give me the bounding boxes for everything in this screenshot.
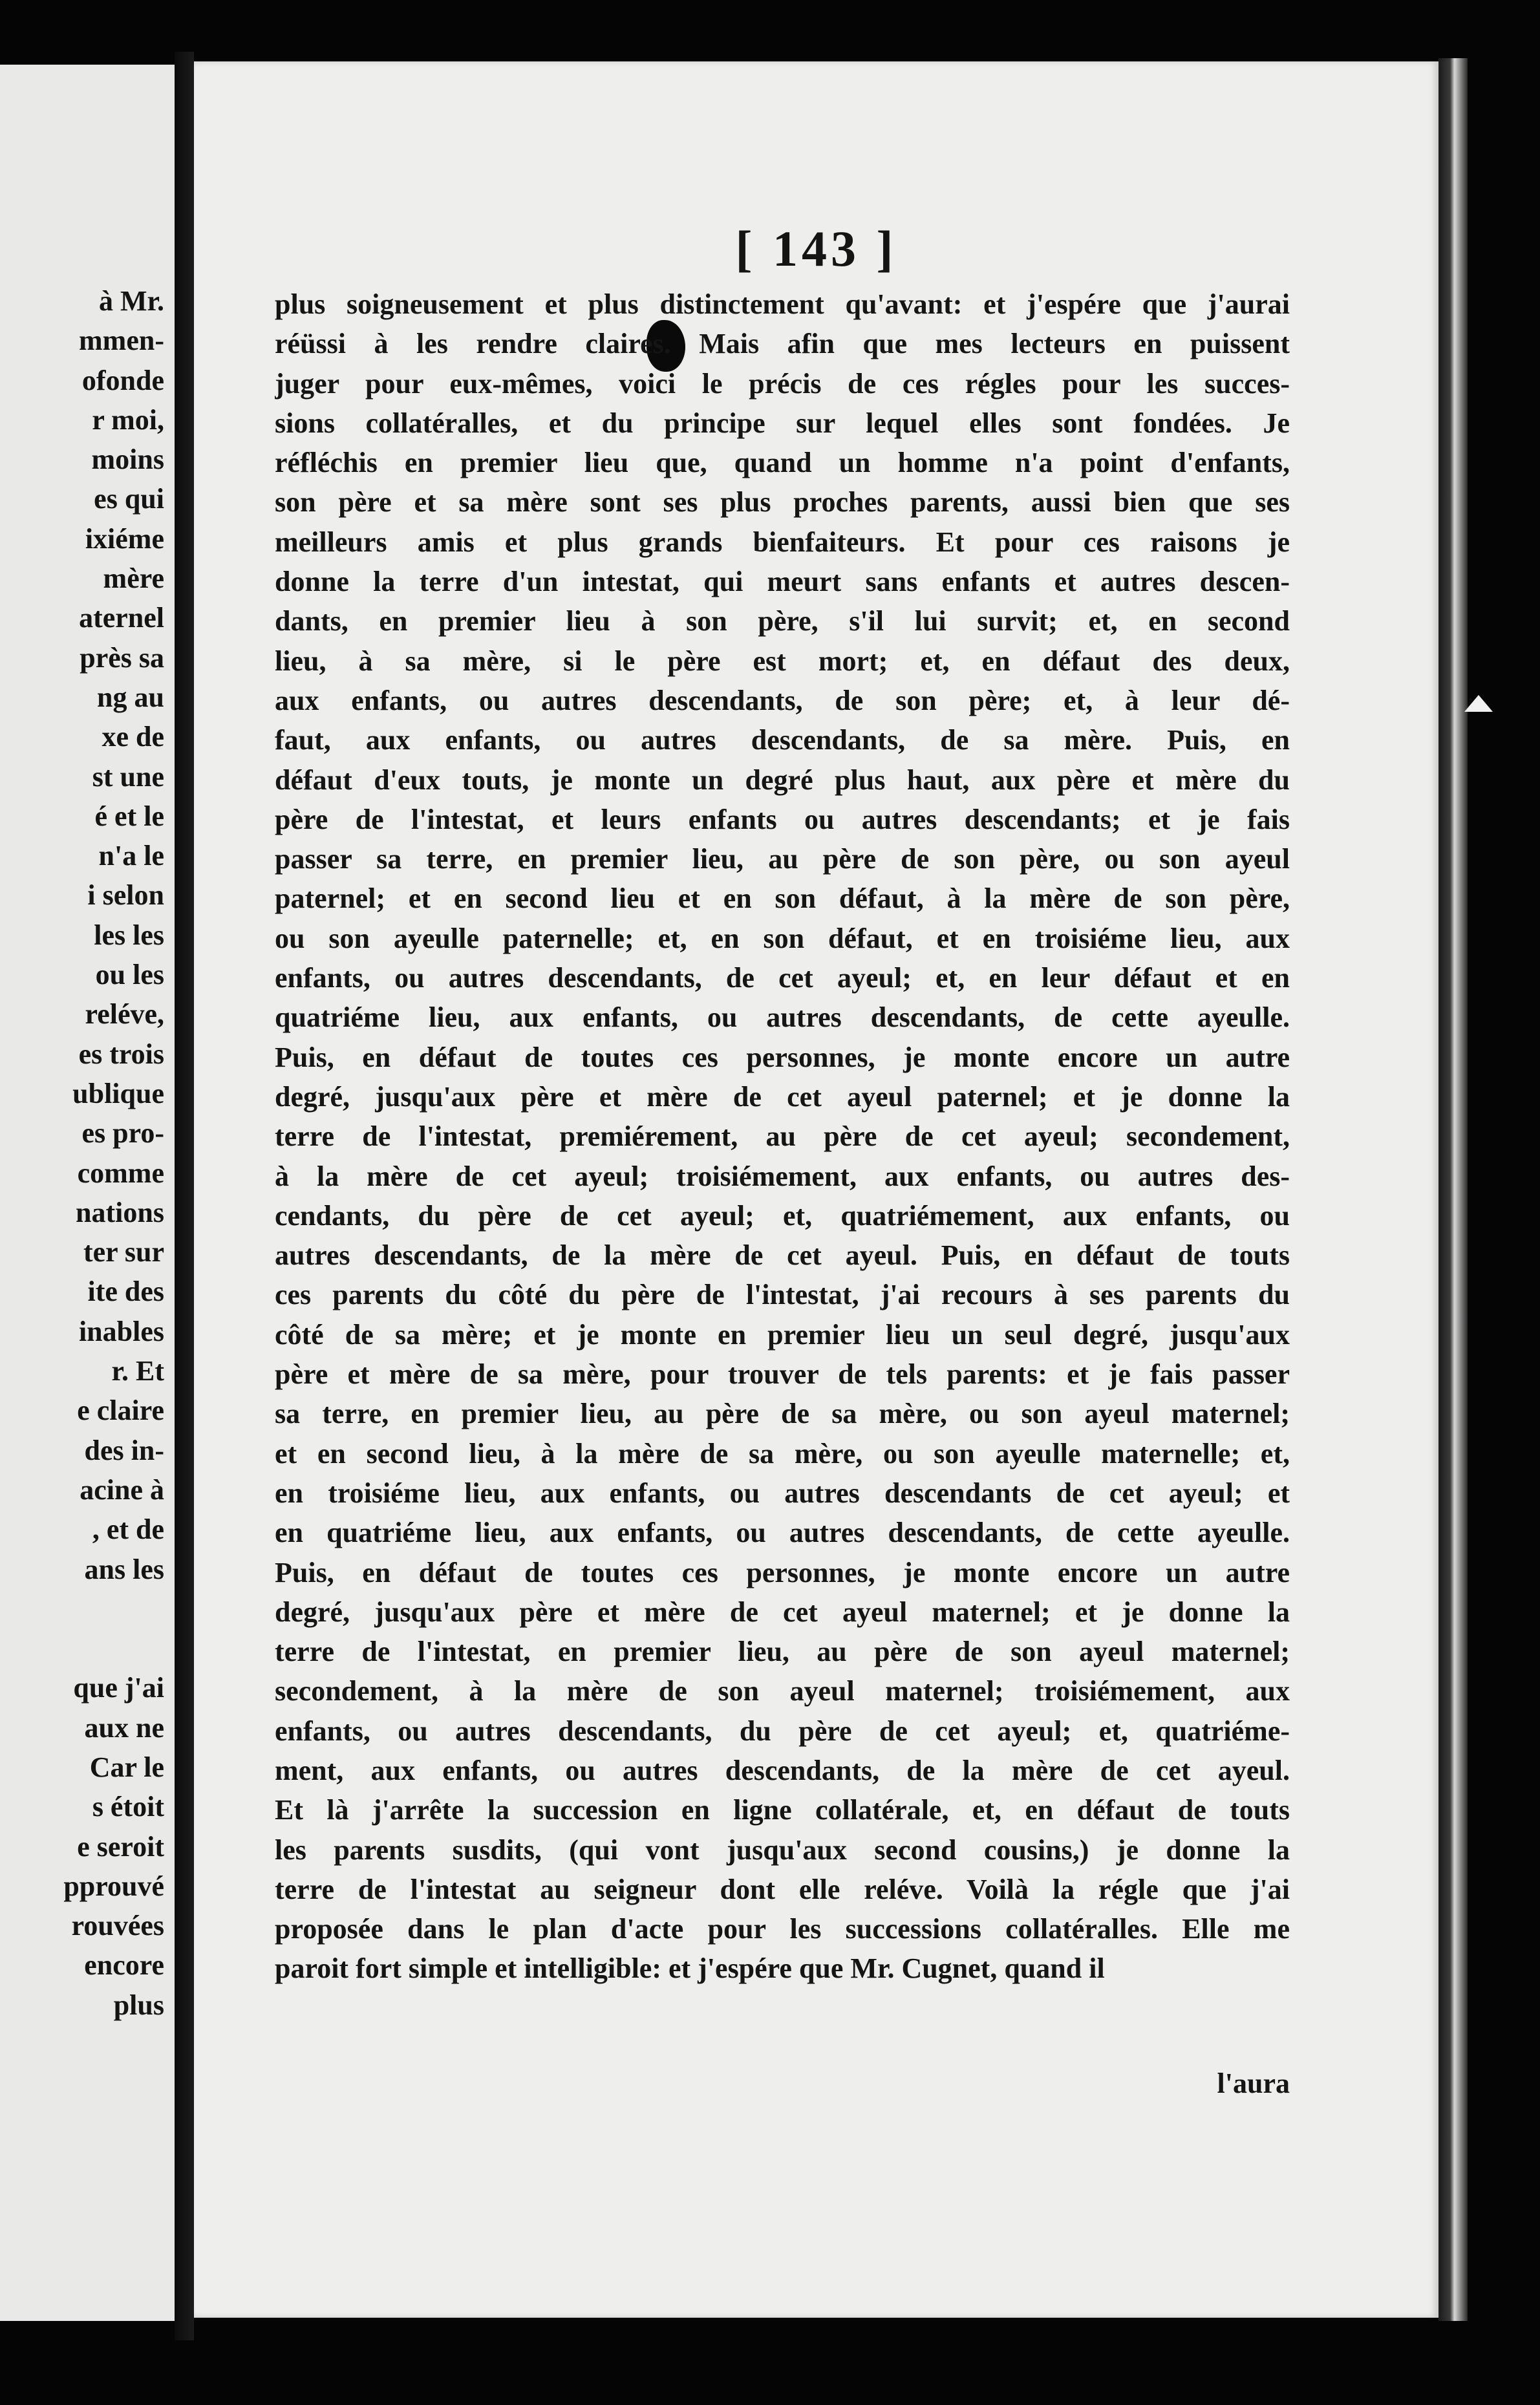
text-line: dants, en premier lieu à son père, s'il lui survit; et, en second	[275, 605, 1290, 637]
left-text-fragment: encore	[84, 1949, 164, 1982]
left-text-fragment: ite des	[87, 1276, 164, 1308]
left-text-fragment: plus	[113, 1989, 164, 2021]
left-text-fragment: es pro-	[81, 1117, 164, 1149]
left-text-fragment: aux ne	[84, 1711, 164, 1744]
left-text-fragment: ofonde	[81, 364, 164, 396]
left-text-fragment: ng au	[97, 681, 164, 713]
left-facing-page	[0, 65, 175, 2321]
text-line: Et là j'arrête la succession en ligne collatérale, et, en défaut de touts	[275, 1794, 1290, 1826]
text-line: réfléchis en premier lieu que, quand un homme n'a point d'enfants,	[275, 447, 1290, 479]
left-text-fragment: xe de	[102, 721, 164, 753]
text-line: aux enfants, ou autres descendants, de son père; et, à leur dé-	[275, 684, 1290, 716]
left-text-fragment: que j'ai	[73, 1672, 164, 1704]
left-text-fragment: e seroit	[77, 1830, 164, 1863]
text-line: plus soigneusement et plus distinctement qu'avant: et j'espére que j'aurai	[275, 288, 1290, 320]
left-text-fragment: mmen-	[79, 325, 164, 357]
text-line: défaut d'eux touts, je monte un degré plus haut, aux père et mère du	[275, 764, 1290, 796]
page-edge-mark	[1464, 695, 1493, 712]
text-line: côté de sa mère; et je monte en premier lieu un seul degré, jusqu'aux	[275, 1318, 1290, 1351]
text-line: en quatriéme lieu, aux enfants, ou autres descendants, de cette ayeulle.	[275, 1517, 1290, 1549]
text-line: passer sa terre, en premier lieu, au père de son père, ou son ayeul	[275, 843, 1290, 875]
text-line: réüssi à les rendre claires. Mais afin que mes lecteurs en puissent	[275, 328, 1290, 360]
text-line: ces parents du côté du père de l'intestat, j'ai recours à ses parents du	[275, 1279, 1290, 1311]
left-text-fragment: ixiéme	[85, 522, 164, 555]
left-text-fragment: Car le	[89, 1751, 164, 1783]
page-number-header: [ 143 ]	[735, 220, 897, 277]
text-line: paroit fort simple et intelligible: et j'espére que Mr. Cugnet, quand il	[275, 1952, 1105, 1985]
text-line: donne la terre d'un intestat, qui meurt sans enfants et autres descen-	[275, 566, 1290, 598]
text-line: faut, aux enfants, ou autres descendants, de sa mère. Puis, en	[275, 724, 1290, 756]
left-text-fragment: à Mr.	[98, 285, 164, 317]
left-text-fragment: mère	[103, 562, 164, 595]
left-text-fragment	[0, 1629, 164, 1668]
text-line: meilleurs amis et plus grands bienfaiteurs. Et pour ces raisons je	[275, 526, 1290, 558]
left-text-fragment: é et le	[94, 800, 164, 832]
left-page-text-fragments	[0, 281, 164, 2025]
left-text-fragment: r. Et	[111, 1355, 164, 1387]
left-text-fragment: st une	[92, 760, 164, 793]
text-line: degré, jusqu'aux père et mère de cet ayeul paternel; et je donne la	[275, 1080, 1290, 1113]
text-line: cendants, du père de cet ayeul; et, quatriémement, aux enfants, ou	[275, 1199, 1290, 1232]
text-line: Puis, en défaut de toutes ces personnes, je monte encore un autre	[275, 1041, 1290, 1073]
text-line: secondement, à la mère de son ayeul maternel; troisiémement, aux	[275, 1675, 1290, 1707]
text-line: terre de l'intestat, premiérement, au père de cet ayeul; secondement,	[275, 1120, 1290, 1153]
text-line: degré, jusqu'aux père et mère de cet ayeul maternel; et je donne la	[275, 1596, 1290, 1628]
left-text-fragment: comme	[77, 1157, 164, 1189]
left-text-fragment: acine à	[80, 1473, 164, 1506]
text-line: ou son ayeulle paternelle; et, en son défaut, et en troisiéme lieu, aux	[275, 922, 1290, 954]
left-text-fragment: aternel	[79, 602, 164, 634]
left-text-fragment: pprouvé	[63, 1870, 164, 1902]
text-line: en troisiéme lieu, aux enfants, ou autres descendants de cet ayeul; et	[275, 1477, 1290, 1509]
text-line: autres descendants, de la mère de cet ayeul. Puis, en défaut de touts	[275, 1239, 1290, 1272]
left-text-fragment: es qui	[94, 483, 164, 515]
text-line: son père et sa mère sont ses plus proches parents, aussi bien que ses	[275, 486, 1290, 518]
text-line: juger pour eux-mêmes, voici le précis de ces régles pour les succes-	[275, 367, 1290, 400]
left-text-fragment: ou les	[95, 959, 164, 991]
left-text-fragment: près sa	[80, 641, 164, 674]
text-line: père et mère de sa mère, pour trouver de tels parents: et je fais passer	[275, 1358, 1290, 1391]
left-text-fragment	[0, 1589, 164, 1629]
catchword: l'aura	[1217, 2068, 1290, 2099]
text-line: les parents susdits, (qui vont jusqu'aux second cousins,) je donne la	[275, 1833, 1290, 1866]
main-body-text	[275, 284, 1290, 1989]
left-text-fragment: ans les	[84, 1553, 164, 1585]
left-text-fragment: ublique	[72, 1077, 164, 1109]
left-text-fragment: e claire	[77, 1395, 164, 1427]
left-text-fragment: inables	[78, 1315, 164, 1347]
left-text-fragment: es trois	[78, 1038, 164, 1070]
text-line: père de l'intestat, et leurs enfants ou autres descendants; et je fais	[275, 803, 1290, 835]
text-line: proposée dans le plan d'acte pour les successions collatéralles. Elle me	[275, 1913, 1290, 1945]
left-text-fragment: r moi,	[92, 403, 164, 436]
text-line: sions collatéralles, et du principe sur lequel elles sont fondées. Je	[275, 407, 1290, 439]
text-line: lieu, à sa mère, si le père est mort; et, en défaut des deux,	[275, 645, 1290, 677]
text-line: terre de l'intestat au seigneur dont elle reléve. Voilà la régle que j'ai	[275, 1873, 1290, 1905]
text-line: quatriéme lieu, aux enfants, ou autres descendants, de cette ayeulle.	[275, 1001, 1290, 1034]
left-text-fragment: rouvées	[71, 1910, 164, 1942]
text-line: enfants, ou autres descendants, du père de cet ayeul; et, quatriéme-	[275, 1715, 1290, 1747]
text-line: ment, aux enfants, ou autres descendants, de la mère de cet ayeul.	[275, 1754, 1290, 1786]
left-text-fragment: n'a le	[98, 840, 164, 872]
text-line: Puis, en défaut de toutes ces personnes, je monte encore un autre	[275, 1556, 1290, 1588]
text-line: enfants, ou autres descendants, de cet ayeul; et, en leur défaut et en	[275, 962, 1290, 994]
left-text-fragment: reléve,	[85, 998, 164, 1031]
text-line: terre de l'intestat, en premier lieu, au père de son ayeul maternel;	[275, 1636, 1290, 1668]
right-page	[194, 61, 1438, 2318]
text-line: et en second lieu, à la mère de sa mère, ou son ayeulle maternelle; et,	[275, 1437, 1290, 1470]
left-text-fragment: , et de	[92, 1513, 164, 1546]
page-edge-shadow	[1438, 58, 1468, 2321]
left-text-fragment: les les	[94, 919, 164, 951]
text-line: à la mère de cet ayeul; troisiémement, aux enfants, ou autres des-	[275, 1160, 1290, 1192]
book-gutter	[175, 52, 194, 2340]
left-text-fragment: i selon	[87, 879, 164, 912]
left-text-fragment: nations	[76, 1196, 164, 1228]
text-line: sa terre, en premier lieu, au père de sa mère, ou son ayeul maternel;	[275, 1398, 1290, 1430]
left-text-fragment: des in-	[84, 1434, 164, 1466]
text-line: paternel; et en second lieu et en son défaut, à la mère de son père,	[275, 882, 1290, 915]
left-text-fragment: ter sur	[83, 1236, 164, 1268]
left-text-fragment: moins	[91, 444, 164, 476]
left-text-fragment: s étoit	[92, 1791, 164, 1823]
